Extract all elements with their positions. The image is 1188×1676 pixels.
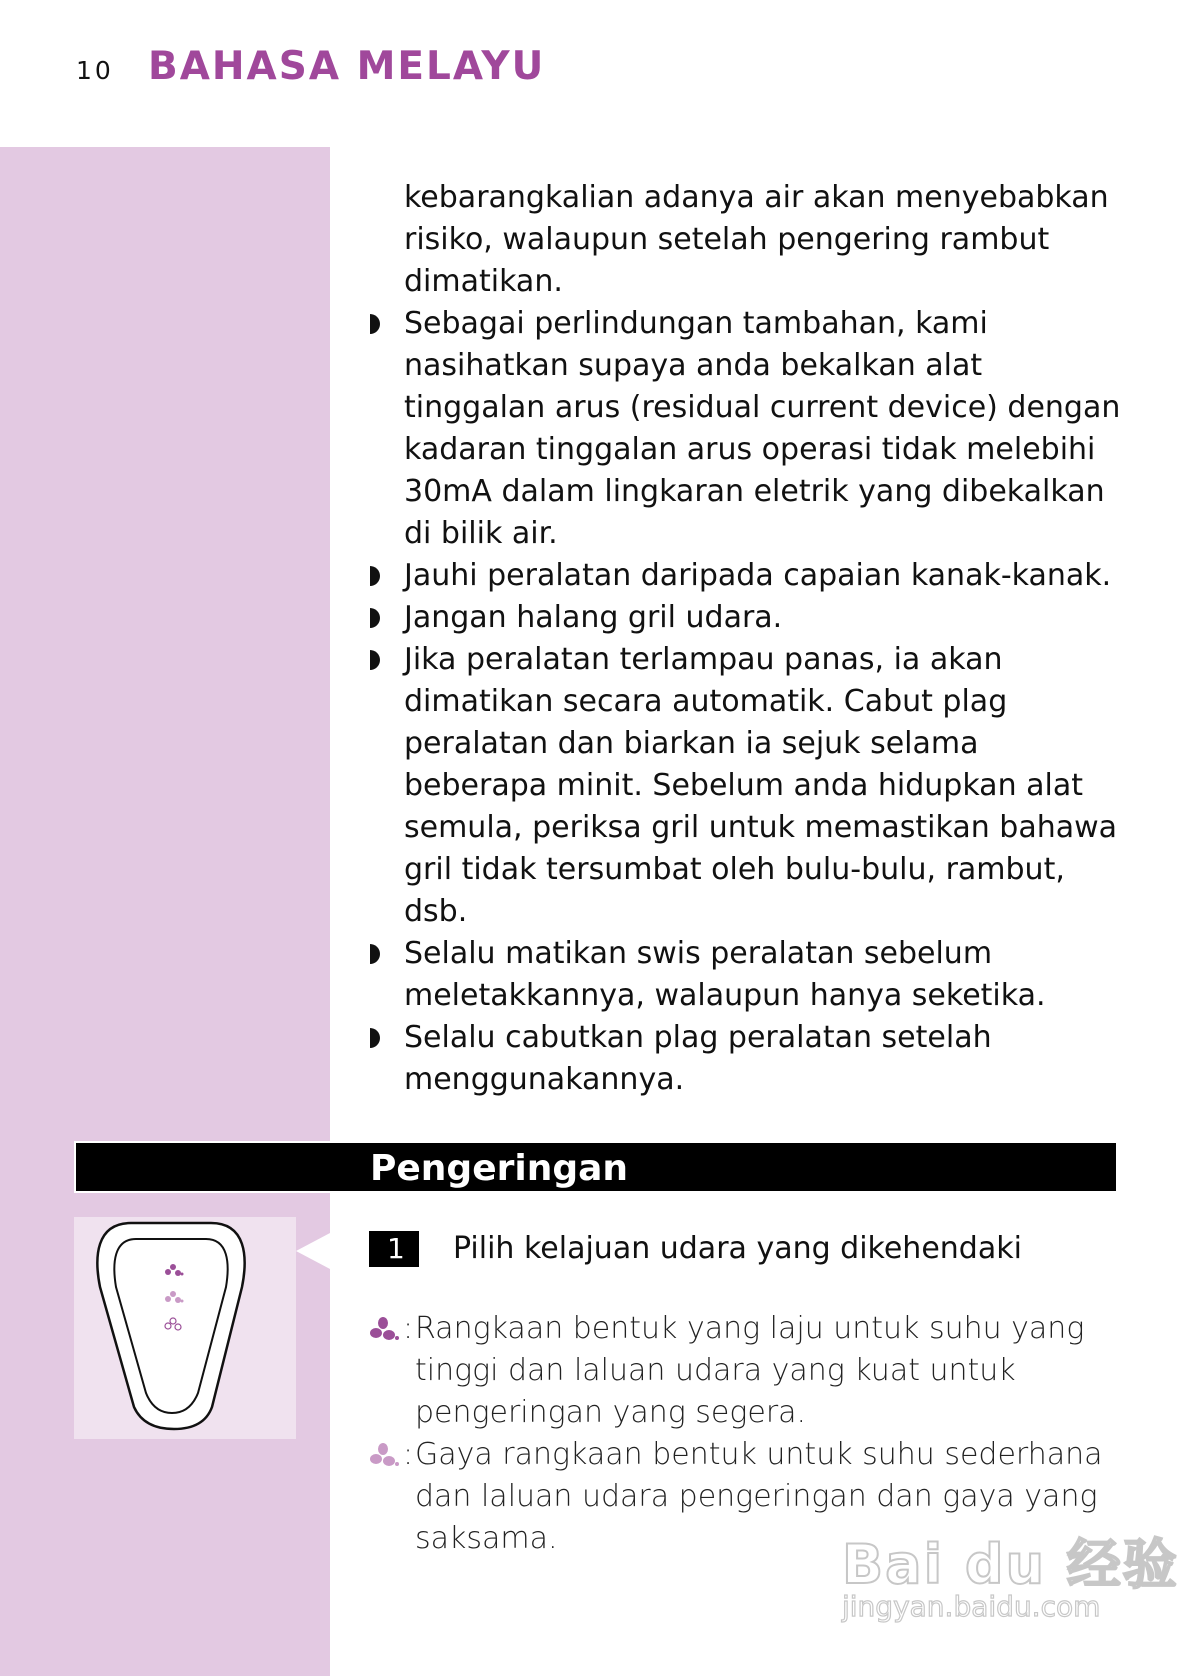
section-title: Pengeringan — [370, 1148, 629, 1189]
bullet-icon — [370, 650, 380, 670]
section-header-bar — [74, 1141, 1118, 1193]
option-description — [369, 1308, 1129, 1434]
page-title: BAHASA MELAYU — [148, 44, 546, 89]
option-colon: : — [403, 1311, 414, 1346]
step-number-badge: 1 — [369, 1231, 419, 1267]
sidebar-band — [0, 147, 330, 1676]
list-item — [370, 639, 1130, 933]
safety-text-block — [370, 177, 1130, 1101]
bullet-icon — [370, 314, 380, 334]
list-item-text: Jauhi peralatan daripada capaian kanak-kanak. — [404, 558, 1112, 593]
bullet-icon — [370, 944, 380, 964]
page-number: 10 — [76, 56, 114, 85]
step-instruction: Pilih kelajuan udara yang dikehendaki — [453, 1231, 1022, 1266]
continuation-paragraph: kebarangkalian adanya air akan menyebabkan risiko, walaupun setelah pengering rambut dimatikan. — [404, 180, 1109, 299]
option-text: Gaya rangkaan bentuk untuk suhu sederhana dan laluan udara pengeringan dan gaya yang saksama. — [415, 1437, 1103, 1556]
list-item — [370, 303, 1130, 555]
fan-speed-option-high — [369, 1308, 1129, 1434]
list-item — [370, 597, 1130, 639]
control-panel-illustration — [74, 1217, 296, 1439]
hair-dryer-switch-icon — [74, 1217, 296, 1439]
list-item-text: Jangan halang gril udara. — [404, 600, 783, 635]
baidu-watermark — [842, 1522, 1179, 1632]
list-item-text: Jika peralatan terlampau panas, ia akan dimatikan secara automatik. Cabut plag peralatan dan biarkan ia sejuk selama beberapa minit. Sebelum anda hidupkan alat semula, periksa gril untuk memastikan bahawa gril tidak tersumbat oleh bulu-bulu, rambut, dsb. — [404, 642, 1118, 929]
bullet-icon — [370, 608, 380, 628]
list-item — [370, 555, 1130, 597]
option-colon: : — [403, 1437, 414, 1472]
illustration-pointer — [296, 1233, 330, 1269]
bullet-icon — [370, 1028, 380, 1048]
list-item — [370, 1017, 1130, 1101]
watermark-url: jingyan.baidu.com — [842, 1590, 1101, 1623]
list-item — [370, 933, 1130, 1017]
list-item-text: Selalu cabutkan plag peralatan setelah menggunakannya. — [404, 1020, 992, 1097]
list-item-text: Selalu matikan swis peralatan sebelum meletakkannya, walaupun hanya seketika. — [404, 936, 1046, 1013]
list-item-text: Sebagai perlindungan tambahan, kami nasihatkan supaya anda bekalkan alat tinggalan arus (residual current device) dengan kadaran tinggalan arus operasi tidak melebihi 30mA dalam lingkaran eletrik yang dibekalkan di bilik air. — [404, 306, 1121, 551]
watermark-logo: Bai du 经验 — [842, 1533, 1179, 1596]
bullet-icon — [370, 566, 380, 586]
option-text: Rangkaan bentuk yang laju untuk suhu yang tinggi dan laluan udara yang kuat untuk pengeringan yang segera. — [415, 1311, 1085, 1430]
